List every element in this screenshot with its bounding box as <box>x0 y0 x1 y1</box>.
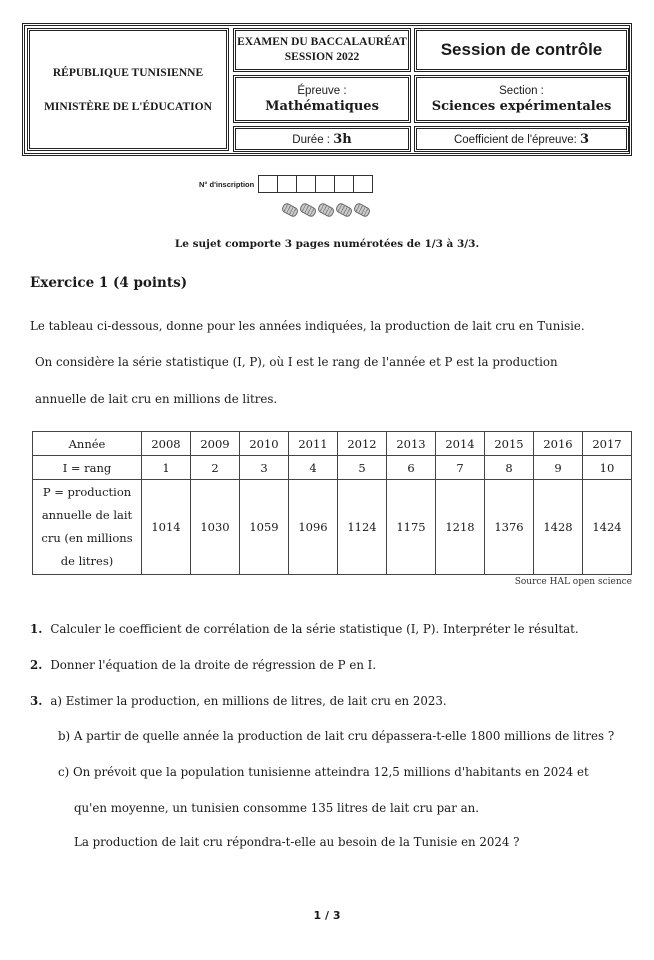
epreuve-label: Épreuve : <box>297 84 347 97</box>
issuer-block <box>27 28 229 151</box>
question-number: 1. <box>30 622 43 636</box>
rank-cell: 1 <box>142 456 191 480</box>
year-cell: 2014 <box>436 432 485 456</box>
section-value: Sciences expérimentales <box>431 98 612 114</box>
row-header-rank: I = rang <box>33 456 142 480</box>
question-text: Donner l'équation de la droite de régression de P en I. <box>50 658 377 672</box>
coefficient-cell <box>414 126 629 152</box>
inscription-field <box>199 175 373 193</box>
inscription-digit-box[interactable] <box>316 176 335 192</box>
pencil-icon <box>281 202 300 218</box>
production-cell: 1428 <box>534 480 583 575</box>
coefficient-value: 3 <box>579 131 590 147</box>
row-header-production-line: cru (en millions <box>41 531 133 545</box>
intro-line-3: annuelle de lait cru en millions de litres. <box>35 392 278 406</box>
pencil-icon <box>299 202 318 218</box>
production-cell: 1124 <box>338 480 387 575</box>
question-1 <box>30 622 579 636</box>
production-cell: 1175 <box>387 480 436 575</box>
inscription-digit-box[interactable] <box>297 176 316 192</box>
production-table <box>32 431 632 575</box>
exam-header <box>22 23 632 156</box>
production-cell: 1030 <box>191 480 240 575</box>
question-2 <box>30 658 376 672</box>
row-header-year: Année <box>33 432 142 456</box>
table-source: Source HAL open science <box>514 577 632 587</box>
ministry-name: MINISTÈRE DE L'ÉDUCATION <box>44 100 212 113</box>
table-row-years <box>33 432 632 456</box>
duration-label: Durée : <box>292 133 330 146</box>
table-row-production <box>33 480 632 575</box>
year-cell: 2016 <box>534 432 583 456</box>
exam-title-cell <box>233 28 411 72</box>
question-3c-line-3: La production de lait cru répondra-t-elle au besoin de la Tunisie en 2024 ? <box>74 835 520 849</box>
inscription-digit-box[interactable] <box>278 176 297 192</box>
session-type: Session de contrôle <box>440 40 603 59</box>
rank-cell: 8 <box>485 456 534 480</box>
production-cell: 1059 <box>240 480 289 575</box>
question-number: 2. <box>30 658 43 672</box>
production-cell: 1424 <box>583 480 632 575</box>
epreuve-cell <box>233 75 411 123</box>
production-cell: 1096 <box>289 480 338 575</box>
decorative-pencils <box>282 205 370 215</box>
row-header-production-line: annuelle de lait <box>41 508 133 522</box>
year-cell: 2008 <box>142 432 191 456</box>
pencil-icon <box>353 202 372 218</box>
inscription-digit-box[interactable] <box>259 176 278 192</box>
pages-note: Le sujet comporte 3 pages numérotées de 1/3 à 3/3. <box>174 238 480 250</box>
exam-session-year: SESSION 2022 <box>284 51 360 63</box>
epreuve-value: Mathématiques <box>265 98 379 114</box>
section-cell <box>414 75 629 123</box>
rank-cell: 3 <box>240 456 289 480</box>
question-3c-line-2: qu'en moyenne, un tunisien consomme 135 litres de lait cru par an. <box>74 801 479 815</box>
inscription-label: N° d'inscription <box>199 179 255 189</box>
exam-title: EXAMEN DU BACCALAURÉAT <box>237 36 407 48</box>
production-cell: 1014 <box>142 480 191 575</box>
year-cell: 2015 <box>485 432 534 456</box>
duration-cell <box>233 126 411 152</box>
pencil-icon <box>335 202 354 218</box>
year-cell: 2013 <box>387 432 436 456</box>
session-type-cell <box>414 28 629 72</box>
rank-cell: 2 <box>191 456 240 480</box>
row-header-production <box>33 480 142 575</box>
duration-value: 3h <box>333 131 352 147</box>
inscription-boxes[interactable] <box>258 175 373 193</box>
year-cell: 2017 <box>583 432 632 456</box>
year-cell: 2009 <box>191 432 240 456</box>
production-cell: 1376 <box>485 480 534 575</box>
table-row-ranks <box>33 456 632 480</box>
rank-cell: 10 <box>583 456 632 480</box>
inscription-digit-box[interactable] <box>354 176 372 192</box>
rank-cell: 6 <box>387 456 436 480</box>
section-label: Section : <box>499 84 544 97</box>
rank-cell: 9 <box>534 456 583 480</box>
rank-cell: 4 <box>289 456 338 480</box>
country-name: RÉPUBLIQUE TUNISIENNE <box>52 66 204 79</box>
question-text: a) Estimer la production, en millions de litres, de lait cru en 2023. <box>50 694 447 708</box>
intro-line-1: Le tableau ci-dessous, donne pour les années indiquées, la production de lait cru en Tunisie. <box>30 319 585 333</box>
page-number: 1 / 3 <box>313 909 341 922</box>
inscription-digit-box[interactable] <box>335 176 354 192</box>
question-3b: b) A partir de quelle année la production de lait cru dépassera-t-elle 1800 millions de litres ? <box>58 729 615 743</box>
question-3c-line-1: c) On prévoit que la population tunisienne atteindra 12,5 millions d'habitants en 2024 et <box>58 765 589 779</box>
question-number: 3. <box>30 694 43 708</box>
production-cell: 1218 <box>436 480 485 575</box>
year-cell: 2010 <box>240 432 289 456</box>
row-header-production-line: P = production <box>42 485 132 499</box>
question-text: Calculer le coefficient de corrélation de la série statistique (I, P). Interpréter le résultat. <box>50 622 579 636</box>
pencil-icon <box>317 202 336 218</box>
coefficient-label: Coefficient de l'épreuve: <box>453 133 577 146</box>
rank-cell: 7 <box>436 456 485 480</box>
question-3a <box>30 694 447 708</box>
rank-cell: 5 <box>338 456 387 480</box>
exercise-title: Exercice 1 (4 points) <box>30 275 188 291</box>
intro-line-2: On considère la série statistique (I, P), où I est le rang de l'année et P est la production <box>35 355 558 369</box>
year-cell: 2012 <box>338 432 387 456</box>
row-header-production-line: de litres) <box>60 554 114 568</box>
year-cell: 2011 <box>289 432 338 456</box>
